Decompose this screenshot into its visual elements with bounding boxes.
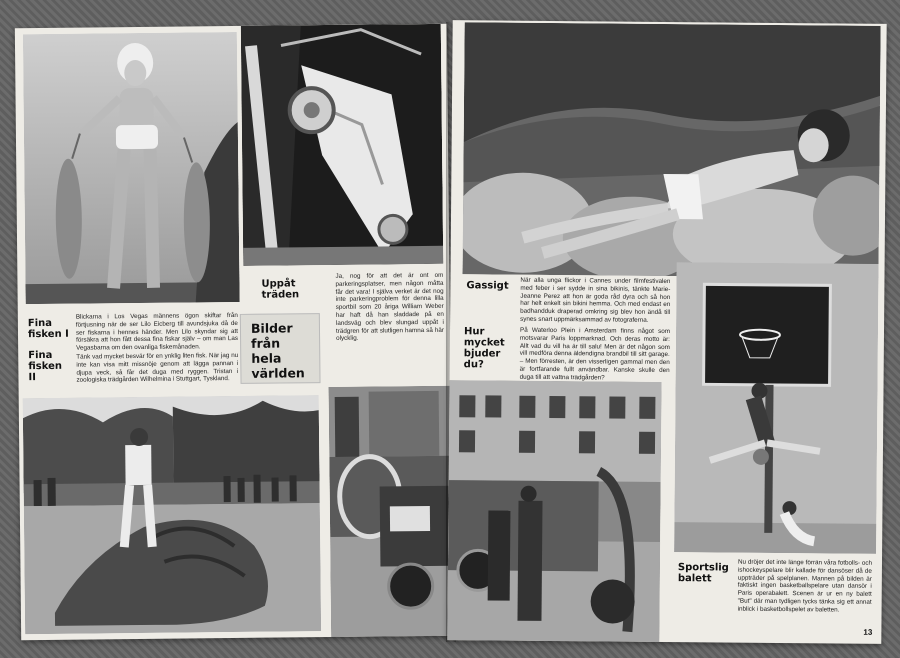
market-text: På Waterloo Plein i Amsterdam finns något som motsvarar Paris loppmarknad. Och deras motto är: Allt vad du vill ha är till salu! Men är det någon som vill medföra denna äldendigna brandbil till sitt garage. – Men förresten, är den visserligen gammal men den är fortfarande fullt användbar. Kanske skulle den duga till att vattna trädgården? <box>519 326 671 382</box>
fishing-caption-heading-2: Fina fisken II <box>28 349 63 384</box>
tree-car-heading: Uppåt träden <box>261 278 300 301</box>
page-number: 13 <box>863 627 873 637</box>
walrus-zoo-photo <box>23 395 321 634</box>
left-page <box>15 24 453 640</box>
basketball-ballet-photo <box>674 262 879 554</box>
car-in-tree-photo <box>241 24 444 266</box>
beach-woman-photo <box>462 22 880 278</box>
sport-heading: Sportslig balett <box>677 562 729 585</box>
beach-heading: Gassigt <box>466 280 509 292</box>
fishing-caption-heading-1: Fina fisken I <box>27 317 69 341</box>
market-heading: Hur mycket bjuder du? <box>463 326 505 371</box>
fire-engine-photo-left <box>329 386 454 637</box>
box-title: Bilder från hela världen <box>240 313 321 384</box>
fishing-woman-photo <box>23 32 240 304</box>
fishing-caption-text-1: Blickarna i Los Vegas männens ögon skiftar från förtjusning när de ser Lilo Eicberg till avundsjuka då de ser fiskarna i hennes händer. Men Lilo skyndar sig att försäkra att hon fått dessa fina fiskar själv – om man Las Vegasbarna om den ovanliga fiskemånaden. <box>75 311 239 352</box>
sport-text: Nu dröjer det inte länge förrän våra fotbolls- och ishockeyspelare blir kallade för dansöser då de uppträder på spelplanen. Mannen på bilden är faktiskt ingen basketballspelare utan dansör i Paris operabalett. Scenen är ur en ny balett "But" där man tydligen tycks tänka sig ett annat inblick i basketbollspelet av baletten. <box>737 558 873 614</box>
fire-engine-photo-right <box>447 380 661 642</box>
fishing-caption-text-2: Tänk vad mycket besvär för en ynklig liten fisk. När jag nu inte kan visa mitt missnöje genom att lägga pannan i djupa veck, så får det duga med ryggen. Tristan i zoologiska trädgården Wilhelmina i Stuttgart, Tyskland. <box>76 351 239 385</box>
beach-text: När alla unga flickor i Cannes under filmfestivalen med feber i ser sydde in sina bikinis, tänkte Marie-Jeanne Perez att hon är goda råd dyra och så hon har helt enkelt sin bikini hemma. Och med endast en badhandduk draperad omkring sig blev hon ändå till synes snart uppmärksammad av fotograferna. <box>520 276 671 324</box>
right-page <box>447 20 886 644</box>
tree-car-text: Ja, nog för att det är ont om parkeringsplatser, men någon måtta får det vara! I själva verket är det nog inte parkeringproblem för denna lilla sportbil som 20 åriga William Weber har haft då han sladdade på en landsväg och blev slungad uppåt i trädgren för att slutligen hamna så här olycklig. <box>335 271 445 343</box>
